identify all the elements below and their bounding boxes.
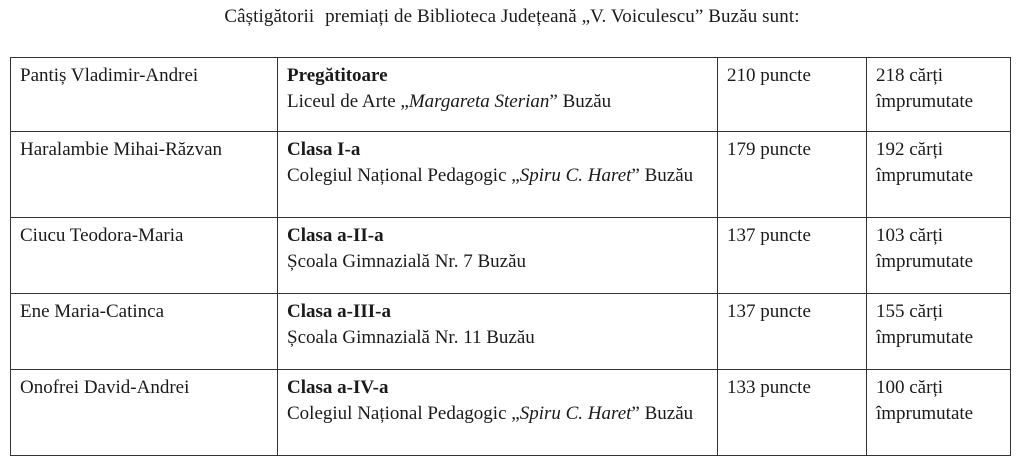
- winner-name-cell: Pantiș Vladimir-Andrei: [11, 58, 278, 132]
- winner-points-cell: 133 puncte: [718, 370, 867, 456]
- winner-school: [287, 325, 709, 351]
- winner-grade: Pregătitoare: [287, 65, 388, 86]
- table-row: [11, 58, 1011, 132]
- winner-school: [287, 163, 709, 189]
- winner-class-cell: [278, 218, 718, 294]
- winner-books-cell: 100 cărți împrumutate: [867, 370, 1011, 456]
- winner-class-cell: [278, 58, 718, 132]
- table-row: [11, 370, 1011, 456]
- table-row: [11, 218, 1011, 294]
- school-text-end: ” Buzău: [631, 165, 694, 186]
- winner-class-cell: [278, 132, 718, 218]
- winner-class-cell: [278, 370, 718, 456]
- winner-books-cell: 103 cărți împrumutate: [867, 218, 1011, 294]
- winner-school: [287, 401, 709, 427]
- winner-points-cell: 179 puncte: [718, 132, 867, 218]
- school-text-end: ” Buzău: [631, 403, 694, 424]
- school-name-italic: Spiru C. Haret: [519, 165, 632, 186]
- winner-grade: Clasa I-a: [287, 139, 361, 160]
- school-text: Liceul de Arte „: [287, 91, 409, 112]
- school-name-italic: Margareta Sterian: [408, 91, 550, 112]
- table-row: [11, 132, 1011, 218]
- winner-books-cell: 155 cărți împrumutate: [867, 294, 1011, 370]
- document-heading: [0, 6, 1024, 28]
- winners-table: [10, 57, 1011, 456]
- heading-part-1: Câștigătorii: [224, 6, 315, 27]
- winner-books-cell: 192 cărți împrumutate: [867, 132, 1011, 218]
- winner-name-cell: Haralambie Mihai-Răzvan: [11, 132, 278, 218]
- winner-name-cell: Ene Maria-Catinca: [11, 294, 278, 370]
- winner-books-cell: 218 cărți împrumutate: [867, 58, 1011, 132]
- winner-points-cell: 137 puncte: [718, 218, 867, 294]
- school-name-italic: Spiru C. Haret: [519, 403, 632, 424]
- winner-school: [287, 89, 709, 115]
- school-text-end: ” Buzău: [549, 91, 612, 112]
- winner-class-cell: [278, 294, 718, 370]
- school-text: Colegiul Național Pedagogic „: [287, 403, 520, 424]
- winner-school: [287, 249, 709, 275]
- winner-grade: Clasa a-III-a: [287, 301, 391, 322]
- winner-name-cell: Onofrei David-Andrei: [11, 370, 278, 456]
- winner-name-cell: Ciucu Teodora-Maria: [11, 218, 278, 294]
- winner-points-cell: 137 puncte: [718, 294, 867, 370]
- heading-part-2: premiați de Biblioteca Județeană „V. Voiculescu” Buzău sunt:: [325, 6, 800, 27]
- school-text: Școala Gimnazială Nr. 11 Buzău: [287, 327, 535, 348]
- winner-grade: Clasa a-IV-a: [287, 377, 389, 398]
- school-text: Școala Gimnazială Nr. 7 Buzău: [287, 251, 527, 272]
- winner-grade: Clasa a-II-a: [287, 225, 384, 246]
- table-row: [11, 294, 1011, 370]
- winner-points-cell: 210 puncte: [718, 58, 867, 132]
- school-text: Colegiul Național Pedagogic „: [287, 165, 520, 186]
